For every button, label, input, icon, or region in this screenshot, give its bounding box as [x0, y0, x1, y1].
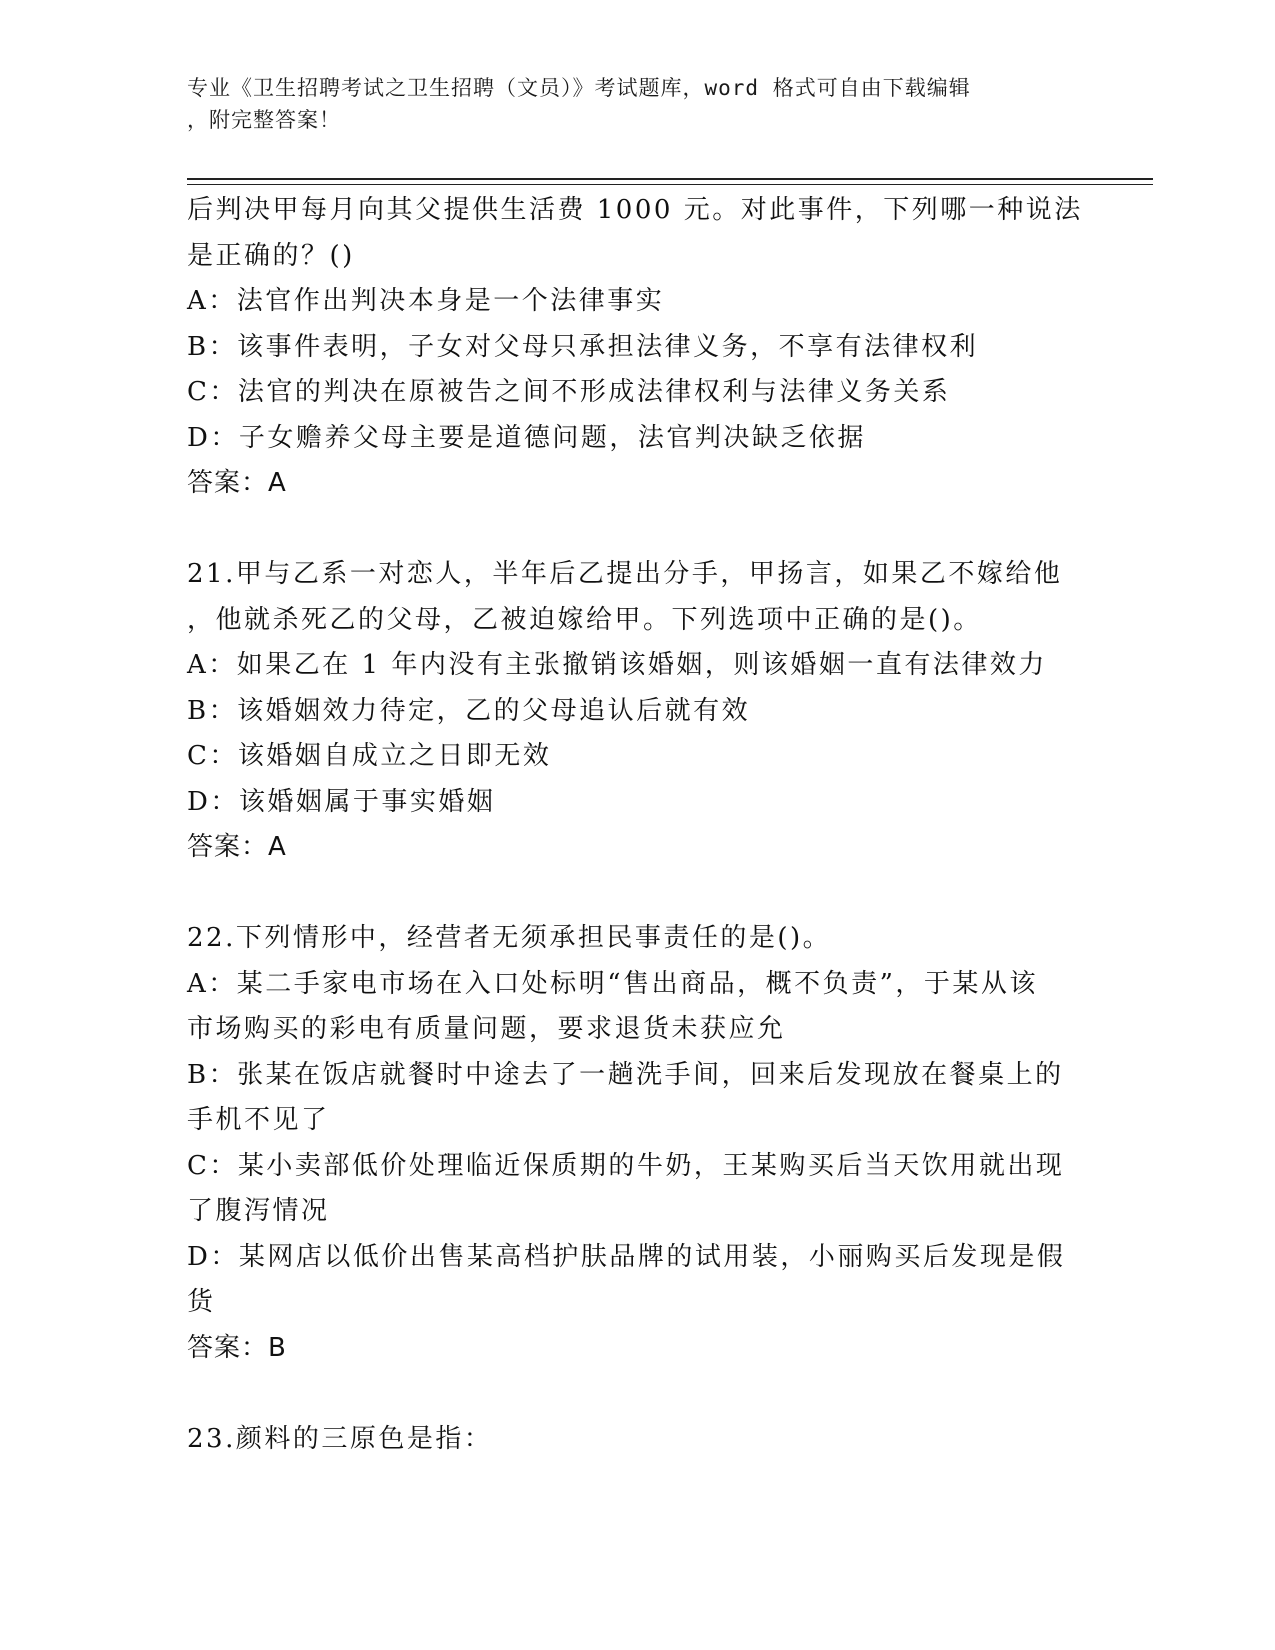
option-b: B：张某在饭店就餐时中途去了一趟洗手间，回来后发现放在餐桌上的 — [187, 1059, 1064, 1090]
option-d-continued: 货 — [187, 1287, 216, 1317]
option-c: C：法官的判决在原被告之间不形成法律权利与法律义务关系 — [187, 377, 951, 407]
question-content — [187, 188, 1083, 1462]
header-divider-thin — [187, 184, 1153, 185]
option-c: C：该婚姻自成立之日即无效 — [187, 741, 552, 771]
header-divider-thick — [187, 178, 1153, 180]
answer-line: 答案：B — [187, 1332, 287, 1363]
question-21 — [187, 552, 1077, 871]
spacer — [187, 1371, 1077, 1417]
question-text: 21.甲与乙系一对恋人，半年后乙提出分手，甲扬言，如果乙不嫁给他 — [187, 559, 1063, 589]
question-23 — [187, 1417, 1077, 1463]
header-line-1: 专业《卫生招聘考试之卫生招聘（文员）》考试题库，word 格式可自由下载编辑 — [187, 76, 971, 100]
option-c: C：某小卖部低价处理临近保质期的牛奶，王某购买后当天饮用就出现 — [187, 1150, 1065, 1181]
document-header — [187, 72, 1067, 136]
option-b-continued: 手机不见了 — [187, 1105, 330, 1135]
spacer — [187, 871, 1077, 917]
question-text: 23.颜料的三原色是指： — [187, 1423, 493, 1454]
option-a-continued: 市场购买的彩电有质量问题，要求退货未获应允 — [187, 1014, 786, 1044]
option-d: D：子女赡养父母主要是道德问题，法官判决缺乏依据 — [187, 422, 866, 453]
option-a: A：如果乙在 1 年内没有主张撤销该婚姻，则该婚姻一直有法律效力 — [187, 650, 1047, 680]
option-a: A：某二手家电市场在入口处标明“售出商品，概不负责”，于某从该 — [187, 968, 1038, 999]
option-d: D：该婚姻属于事实婚姻 — [187, 786, 496, 817]
question-text: 是正确的？() — [187, 240, 355, 271]
option-b: B：该婚姻效力待定，乙的父母追认后就有效 — [187, 695, 751, 726]
option-d: D：某网店以低价出售某高档护肤品牌的试用装，小丽购买后发现是假 — [187, 1241, 1066, 1272]
spacer — [187, 507, 1077, 553]
option-b: B：该事件表明，子女对父母只承担法律义务，不享有法律权利 — [187, 331, 979, 362]
question-text: 22.下列情形中，经营者无须承担民事责任的是()。 — [187, 923, 832, 953]
question-text: 后判决甲每月向其父提供生活费 1000 元。对此事件，下列哪一种说法 — [187, 195, 1083, 225]
question-20 — [187, 188, 1083, 507]
answer-line: 答案：A — [187, 832, 287, 862]
option-a: A：法官作出判决本身是一个法律事实 — [187, 286, 665, 316]
header-line-2: ，附完整答案！ — [187, 108, 341, 132]
answer-line: 答案：A — [187, 468, 287, 498]
question-22 — [187, 916, 1077, 1371]
option-c-continued: 了腹泻情况 — [187, 1196, 330, 1226]
question-text: ，他就杀死乙的父母，乙被迫嫁给甲。下列选项中正确的是()。 — [187, 604, 982, 635]
